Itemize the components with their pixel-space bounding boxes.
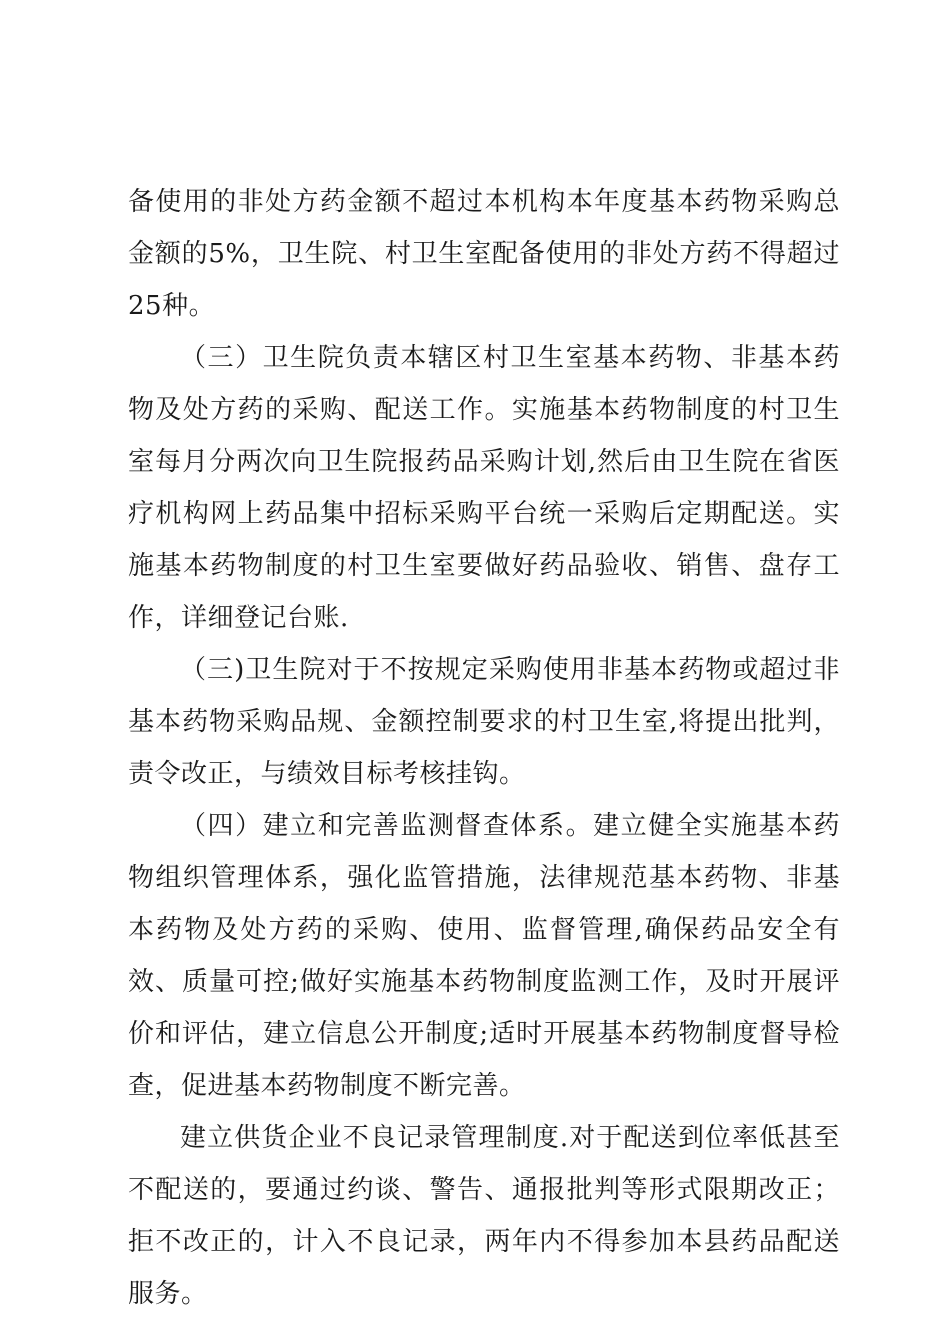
paragraph-continuation: 备使用的非处方药金额不超过本机构本年度基本药物采购总金额的5%，卫生院、村卫生室配备使用的非处方药不得超过25种。	[128, 187, 840, 321]
paragraph-supplier-record: 建立供货企业不良记录管理制度.对于配送到位率低甚至不配送的，要通过约谈、警告、通报批判等形式限期改正；拒不改正的，计入不良记录，两年内不得参加本县药品配送服务。	[128, 1123, 840, 1309]
paragraph-supervision: （四）建立和完善监测督查体系。建立健全实施基本药物组织管理体系，强化监管措施，法律规范基本药物、非基本药物及处方药的采购、使用、监督管理,确保药品安全有效、质量可控;做好实施基本药物制度监测工作，及时开展评价和评估，建立信息公开制度;适时开展基本药物制度督导检查，促进基本药物制度不断完善。	[128, 811, 840, 1101]
document-body	[128, 176, 840, 1320]
paragraph-penalty: （三)卫生院对于不按规定采购使用非基本药物或超过非基本药物采购品规、金额控制要求的村卫生室,将提出批判，责令改正，与绩效目标考核挂钩。	[128, 655, 840, 789]
paragraph-procurement: （三）卫生院负责本辖区村卫生室基本药物、非基本药物及处方药的采购、配送工作。实施基本药物制度的村卫生室每月分两次向卫生院报药品采购计划,然后由卫生院在省医疗机构网上药品集中招标采购平台统一采购后定期配送。实施基本药物制度的村卫生室要做好药品验收、销售、盘存工作，详细登记台账.	[128, 343, 840, 633]
